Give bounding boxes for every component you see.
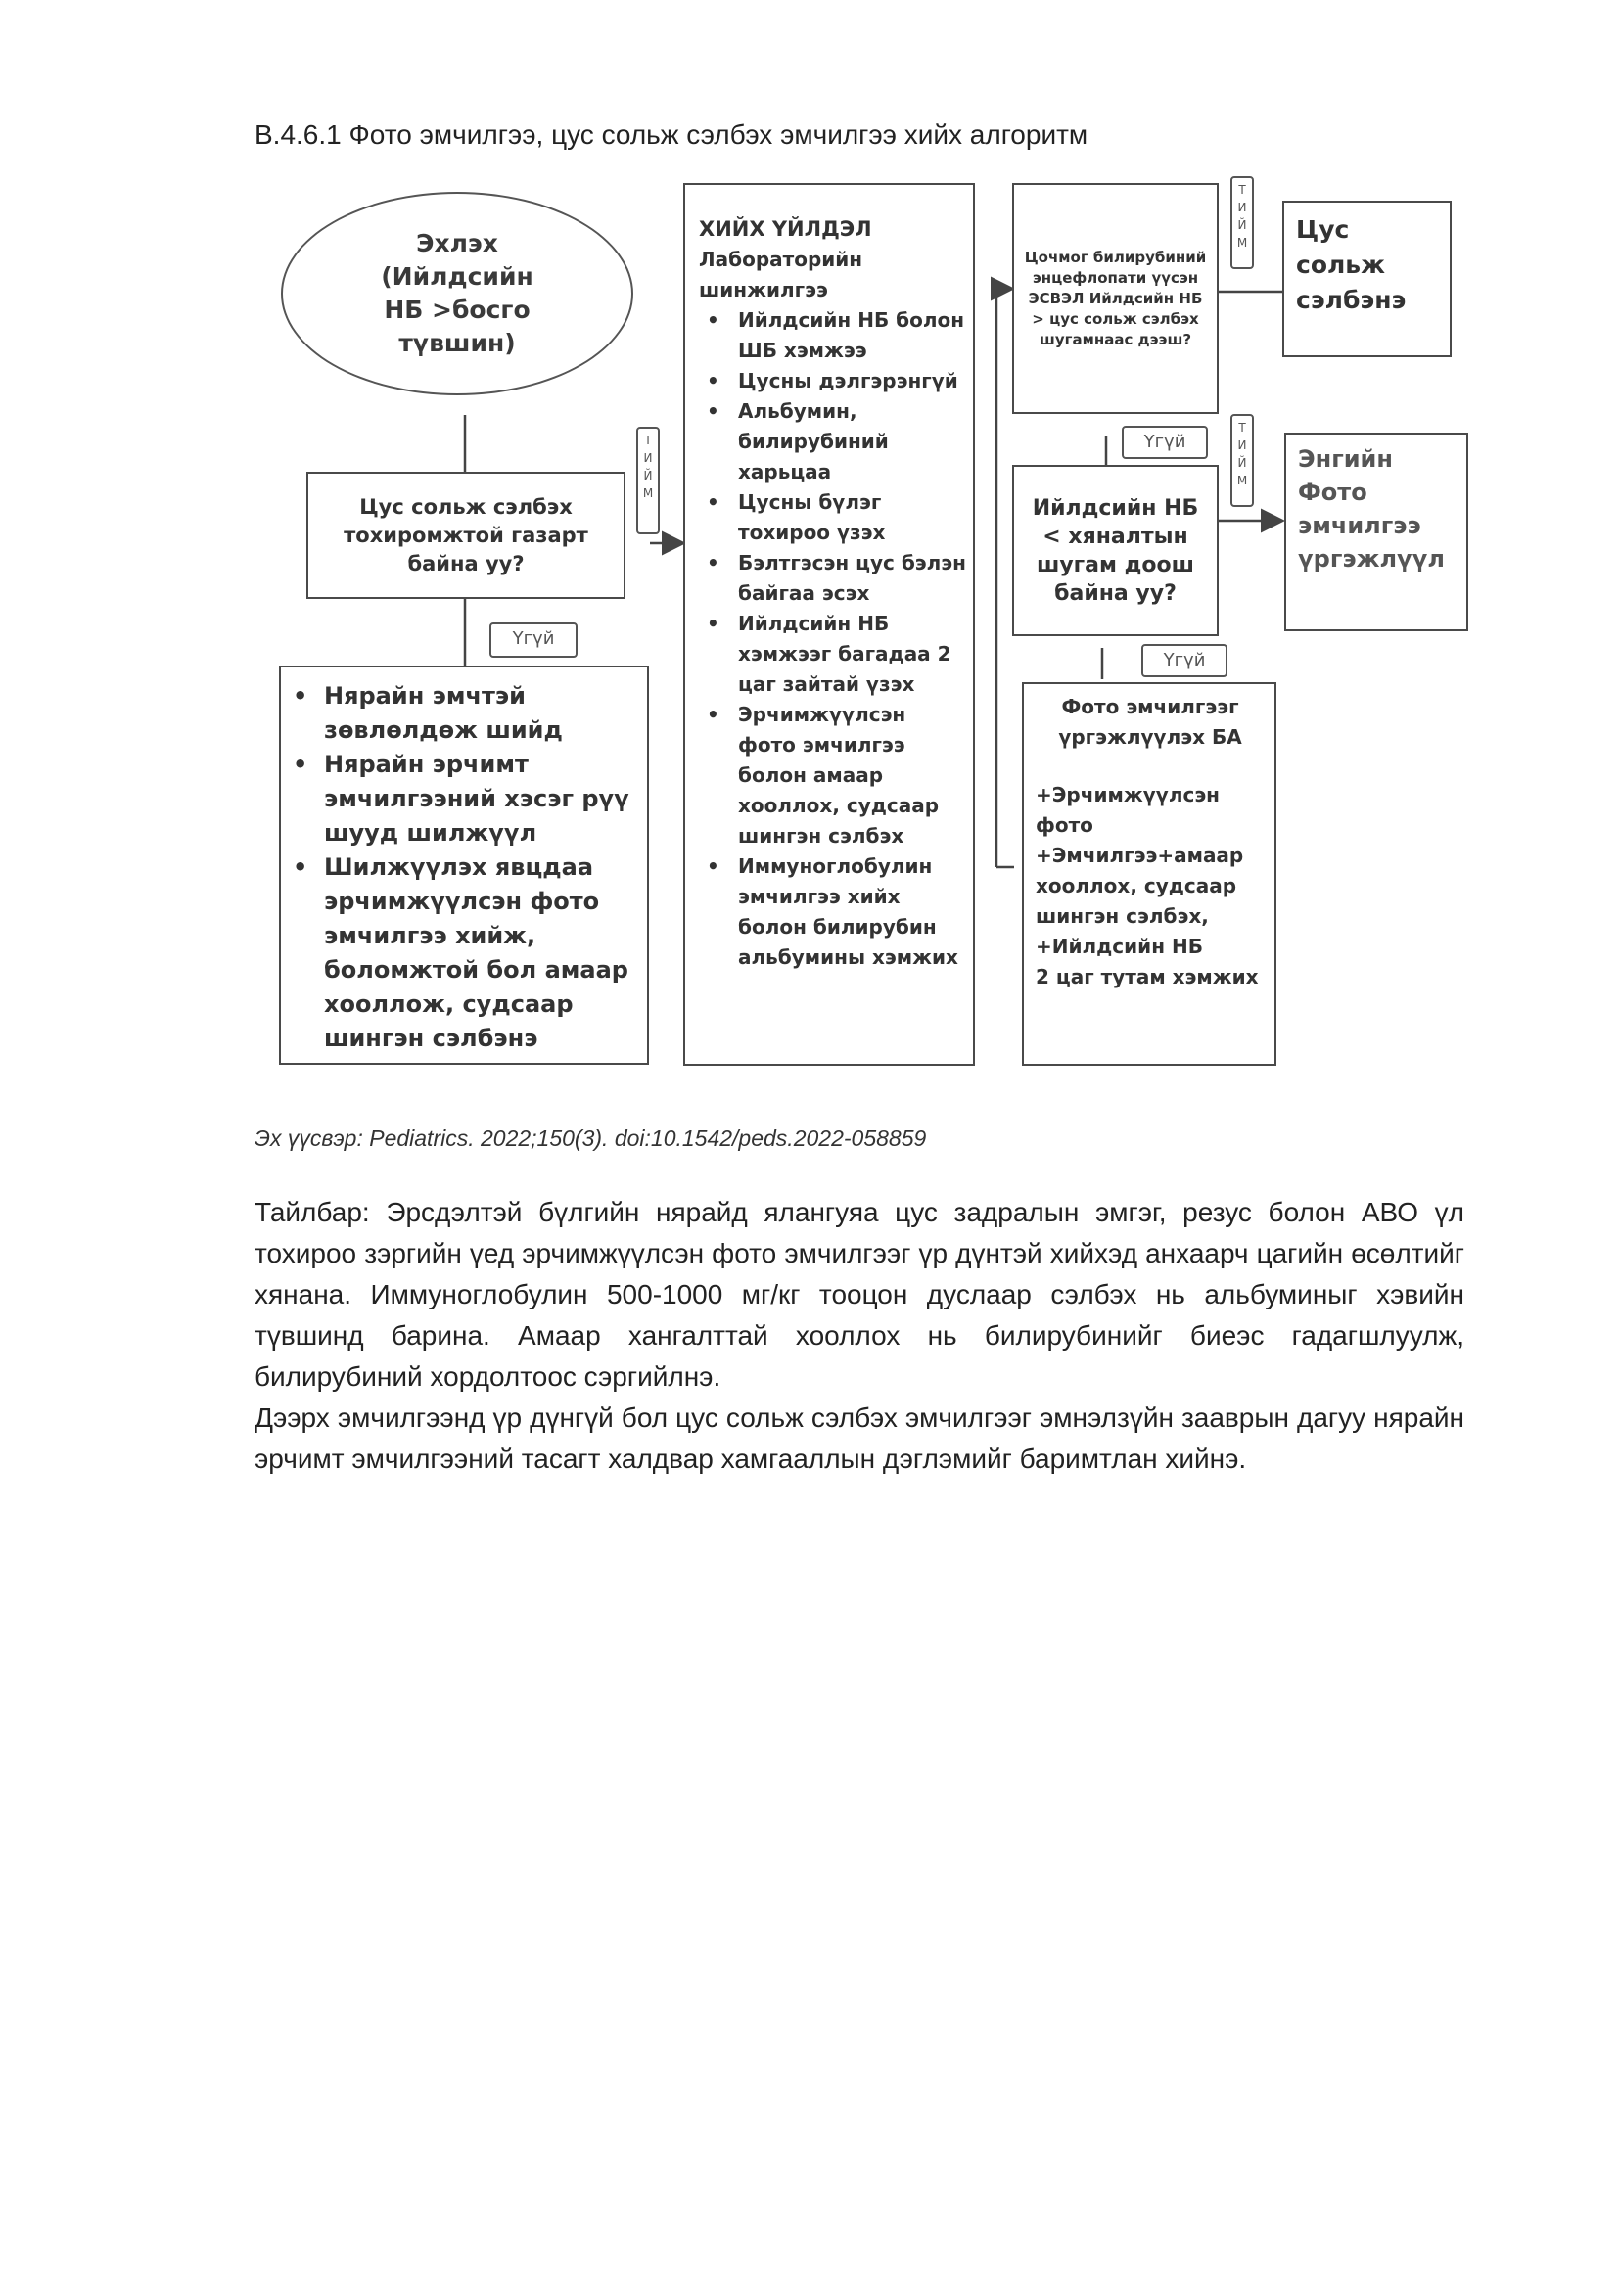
question-encephalopathy-text: Цочмог билирубиний энцефлопати үүсэн ЭСВЭЛ Ийлдсийн НБ > цус сольж сэлбэх шугамнаас дээш? (1024, 248, 1207, 348)
continue-line: +Ийлдсийн НБ (1036, 935, 1203, 958)
source-citation: Эх үүсвэр: Pediatrics. 2022;150(3). doi:10.1542/peds.2022-058859 (255, 1125, 927, 1151)
middle-subtitle: Лабораторийн шинжилгээ (699, 248, 863, 301)
result-exchange-text: Цус сольж сэлбэнэ (1296, 215, 1407, 314)
middle-action-item: • Эрчимжүүлсэн фото эмчилгээ болон амаар хооллох, судсаар шингэн сэлбэх (695, 700, 967, 851)
figure-heading: В.4.6.1 Фото эмчилгээ, цус сольж сэлбэх эмчилгээ хийх алгоритм (255, 119, 1088, 150)
middle-action-item: • Ийлдсийн НБ болон ШБ хэмжээ (695, 305, 967, 366)
yes-tag-middle-right: Т И Й М (1230, 414, 1254, 507)
continue-line: 2 цаг тутам хэмжих (1036, 965, 1259, 988)
question-encephalopathy-box (1012, 183, 1219, 414)
result-simple-photo-text: Энгийн Фото эмчилгээ үргэжлүүл (1298, 445, 1445, 573)
start-text: Эхлэх (Ийлдсийн НБ >босго түвшин) (381, 229, 533, 357)
no-tag-bottom: Үгүй (1141, 644, 1227, 677)
middle-action-item: • Ийлдсийн НБ хэмжээг багадаа 2 цаг зайтай үзэх (695, 609, 967, 700)
question-exchange-place-text: Цус сольж сэлбэх тохиромжтой газарт байна уу? (344, 494, 588, 575)
left-action-item: • Нярайн эмчтэй зөвлөлдөж шийд (281, 679, 637, 748)
result-simple-photo-box (1284, 433, 1468, 631)
continue-title: Фото эмчилгээг үргэжлүүлэх БА (1058, 695, 1242, 749)
start-oval (281, 192, 633, 395)
result-exchange-box (1282, 201, 1452, 357)
no-tag-top: Үгүй (1122, 426, 1208, 459)
middle-actions-list (695, 305, 967, 973)
continue-line: +Эмчилгээ+амаар хооллох, судсаар шингэн сэлбэх, (1036, 844, 1244, 928)
left-actions-box (279, 666, 649, 1065)
left-action-item: • Нярайн эрчимт эмчилгээний хэсэг рүү шууд шилжүүл (281, 748, 637, 850)
explanation-paragraph: Дээрх эмчилгээнд үр дүнгүй бол цус сольж сэлбэх эмчилгээг эмнэлзүйн зааврын дагуу нярайн эрчимт эмчилгээний тасагт халдвар хамгааллын дэглэмийг баримтлан хийнэ. (255, 1402, 1464, 1474)
left-action-item: • Шилжүүлэх явцдаа эрчимжүүлсэн фото эмчилгээ хийж, боломжтой бол амаар хооллож, судсаар шингэн сэлбэнэ (281, 850, 637, 1056)
continue-line: +Эрчимжүүлсэн фото (1036, 783, 1220, 837)
left-actions-list (281, 679, 637, 1056)
explanation-text (255, 1192, 1464, 1480)
middle-actions-box (683, 183, 975, 1066)
explanation-paragraph: Тайлбар: Эрсдэлтэй бүлгийн нярайд ялангуяа цус задралын эмгэг, резус болон АВО үл тохироо зэргийн үед эрчимжүүлсэн фото эмчилгээг үр дүнтэй хийхэд анхаарч цагийн өсөлтийг хянана. Иммуноглобулин 500-1000 мг/кг тооцон дуслаар сэлбэх нь альбуминыг хэвийн түвшинд барина. Амаар хангалттай хооллох нь билирубинийг биеэс гадагшлуулж, билирубиний хордолтоос сэргийлнэ. (255, 1197, 1464, 1392)
no-tag-left: Үгүй (489, 622, 578, 658)
yes-tag-top-right: Т И Й М (1230, 176, 1254, 269)
middle-action-item: • Иммуноглобулин эмчилгээ хийх болон билирубин альбумины хэмжих (695, 851, 967, 973)
continue-photo-box (1022, 682, 1276, 1066)
question-monitor-box (1012, 465, 1219, 636)
question-exchange-place-box (306, 472, 625, 599)
middle-action-item: • Цусны бүлэг тохироо үзэх (695, 487, 967, 548)
middle-action-item: • Цусны дэлгэрэнгүй (695, 366, 967, 396)
middle-action-item: • Альбумин, билирубиний харьцаа (695, 396, 967, 487)
middle-title: ХИЙХ ҮЙЛДЭЛ (699, 217, 872, 241)
middle-action-item: • Бэлтгэсэн цус бэлэн байгаа эсэх (695, 548, 967, 609)
yes-tag-left: Т И Й М (636, 427, 660, 534)
question-monitor-text: Ийлдсийн НБ < хяналтын шугам доош байна уу? (1032, 495, 1199, 606)
